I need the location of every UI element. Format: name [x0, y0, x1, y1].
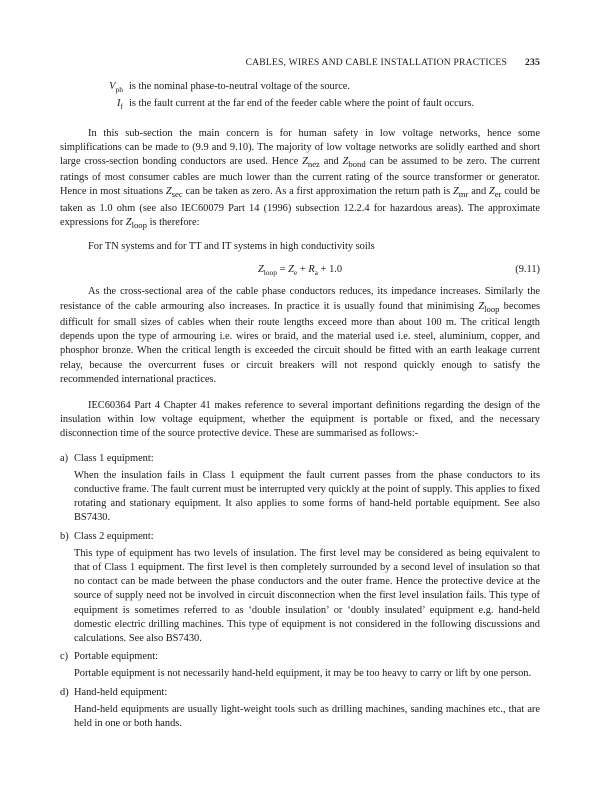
list-item-text: Portable equipment is not necessarily hand-held equipment, it may be too heavy to carry or lift by one person.	[74, 668, 532, 680]
page-body	[60, 80, 540, 735]
list-item-text: Hand-held equipments are usually light-weight tools such as drilling machines, sanding machines etc., that are held in one or both hands.	[74, 703, 540, 729]
list-item-title: Class 2 equipment:	[74, 530, 154, 542]
list-item	[60, 650, 540, 681]
list-item-label: c)	[60, 651, 69, 663]
list-item-title: Hand-held equipment:	[74, 686, 168, 698]
page-number: 235	[525, 57, 540, 68]
list-item-label: b)	[60, 530, 69, 542]
list-item-text: This type of equipment has two levels of insulation. The first level may be considered as being equivalent to that of Class 1 equipment. The first level is then completely surrounded by a second level of insulation so that no contact can be made between the phase conductors and the outer frame. Hence the protective device at the source of supply need not be involved in circuit disconnection when the first level insulation fails. This type of equipment is sometimes referred to as ‘double insulation’ or ‘doubly insulated’ equipment e.g. hand-held domestic electric drilling machines. This type of equipment is not considered in the following discussions and calculations. See also BS7430.	[74, 547, 540, 644]
equation-number: (9.11)	[515, 264, 540, 276]
paragraph-iec60364: IEC60364 Part 4 Chapter 41 makes reference to several important definitions regarding the design of the insulation within low voltage equipment, whether the equipment is portable or fixed, and the necessary disconnection time of the source protective device. These are summarised as follows:-	[60, 399, 540, 440]
paragraph-cross-section: As the cross-sectional area of the cable phase conductors reduces, its impedance increases. Similarly the resistance of the cable armouring also increases. In practice it is usually found that minimising $Z_{loop}$ becomes difficult for small sizes of cables when their route lengths exceed more than about 100 m. The critical length depends upon the type of armouring i.e. wires or braid, and the material used i.e. steel, aluminium, copper, and phosphor bronze. When the critical length is exceeded the circuit should be fitted with an earth leakage current relay, because the overcurrent fuses or circuit breakers will not respond quickly enough to satisfy the recommended international practices.	[60, 286, 541, 385]
definition-text: is the nominal phase-to-neutral voltage of the source.	[129, 81, 351, 92]
list-item-title: Class 1 equipment:	[74, 452, 154, 464]
list-item-text: When the insulation fails in Class 1 equipment the fault current passes from the phase conductors to its conductive frame. The fault current must be interrupted very quickly at the point of supply. This applies to fixed rotating and stationary equipment. It also applies to some forms of hand-held portable equipment. See also BS7430.	[74, 469, 540, 524]
list-item-title: Portable equipment:	[74, 651, 158, 663]
list-item	[60, 530, 540, 647]
definition-text: is the fault current at the far end of the feeder cable where the point of fault occurs.	[129, 98, 475, 110]
equation-expression: $Z_{loop} = Z_e + R_a + 1.0$	[257, 264, 343, 278]
definition-symbol: $V_{ph}$	[109, 81, 123, 95]
list-item-label: d)	[60, 686, 69, 698]
equipment-class-list	[60, 452, 540, 732]
equation-9-11	[60, 263, 540, 277]
symbol-definitions	[106, 80, 540, 115]
list-item	[60, 452, 540, 526]
running-header	[60, 56, 540, 70]
header-title: CABLES, WIRES AND CABLE INSTALLATION PRACTICES	[245, 57, 507, 68]
list-item-label: a)	[60, 452, 69, 464]
list-item	[60, 686, 540, 732]
paragraph-tn-systems: For TN systems and for TT and IT systems in high conductivity soils	[88, 241, 375, 253]
paragraph-simplifications: In this sub-section the main concern is for human safety in low voltage networks, hence some simplifications can be made to (9.9 and 9.10). The majority of low voltage networks are solidly earthed and short large cross-section bonding conductors are used. Hence $Z_{nez}$ and $Z_{bond}$ can be assumed to be zero. The current ratings of most consumer cables are much lower than the current rating of the source transformer or generator. Hence in most situations $Z_{sec}$ can be taken as zero. As a first approximation the return path is $Z_{mr}$ and $Z_{er}$ could be taken as 1.0 ohm (see also IEC60079 Part 14 (1996) subsection 12.2.4 for hazardous areas). The approximate expressions for $Z_{loop}$ is therefore:	[60, 127, 541, 231]
definition-vph	[106, 80, 540, 97]
definition-symbol: $I_f$	[117, 98, 123, 112]
definition-if	[106, 97, 540, 114]
